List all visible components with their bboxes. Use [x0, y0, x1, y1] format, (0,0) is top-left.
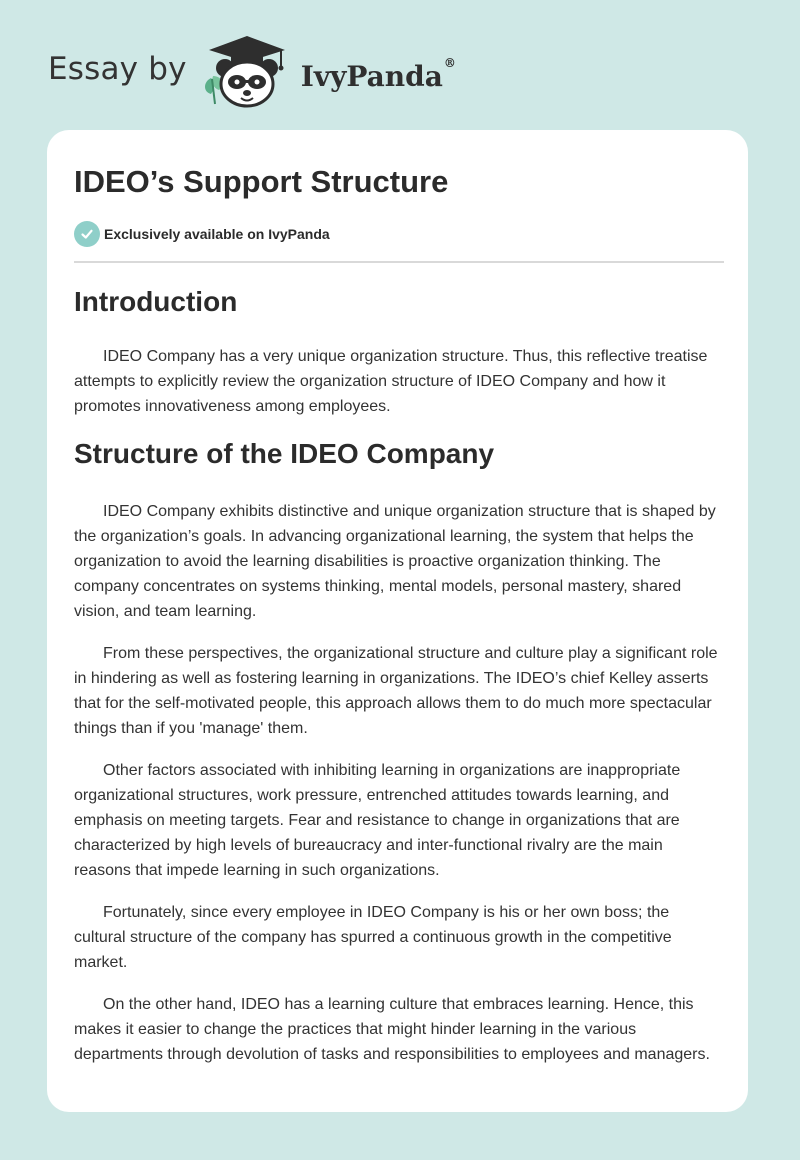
registered-mark: ®: [443, 55, 456, 70]
exclusive-badge: [74, 221, 330, 247]
panda-logo-icon[interactable]: [201, 32, 293, 112]
check-circle-icon: [74, 221, 100, 247]
title-divider: [74, 261, 724, 263]
paragraph: IDEO Company exhibits distinctive and unique organization structure that is shaped by the organization’s goals. In advancing organizational learning, the system that helps the organization to avoid the learning disabilities is proactive organization thinking. The company concentrates on systems thinking, mental models, personal mastery, shared vision, and team learning.: [74, 503, 716, 620]
essay-by-label: Essay by: [48, 51, 187, 87]
paragraph: Other factors associated with inhibiting learning in organizations are inappropriate organizational structures, work pressure, entrenched attitudes towards learning, and emphasis on meeting targets. Fear and resistance to change in organizations that are characterized by high levels of bureaucracy and inter-functional rivalry are the main reasons that impede learning in such organizations.: [74, 762, 681, 879]
brand-name[interactable]: [300, 55, 456, 93]
article-card: [47, 130, 748, 1112]
article-title: IDEO’s Support Structure: [74, 164, 449, 199]
paragraph: From these perspectives, the organizational structure and culture play a significant role in hindering as well as fostering learning in organizations. The IDEO’s chief Kelley asserts that for the self-motivated people, this approach allows them to do much more spectacular things than if you 'manage' them.: [74, 645, 718, 737]
paragraph: On the other hand, IDEO has a learning culture that embraces learning. Hence, this makes it easier to change the practices that might hinder learning in the various departments through devolution of tasks and responsibilities to employees and managers.: [74, 996, 710, 1063]
section-heading-introduction: Introduction: [74, 286, 238, 317]
section-heading-structure: Structure of the IDEO Company: [74, 438, 495, 469]
paragraph: IDEO Company has a very unique organization structure. Thus, this reflective treatise attempts to explicitly review the organization structure of IDEO Company and how it promotes innovativeness among employees.: [74, 348, 708, 415]
exclusive-badge-label: Exclusively available on IvyPanda: [104, 226, 330, 242]
site-header: [48, 32, 456, 112]
article-body: [74, 284, 724, 1067]
paragraph: Fortunately, since every employee in IDEO Company is his or her own boss; the cultural structure of the company has spurred a continuous growth in the competitive market.: [74, 904, 672, 971]
brand-text: IvyPanda: [300, 59, 443, 93]
